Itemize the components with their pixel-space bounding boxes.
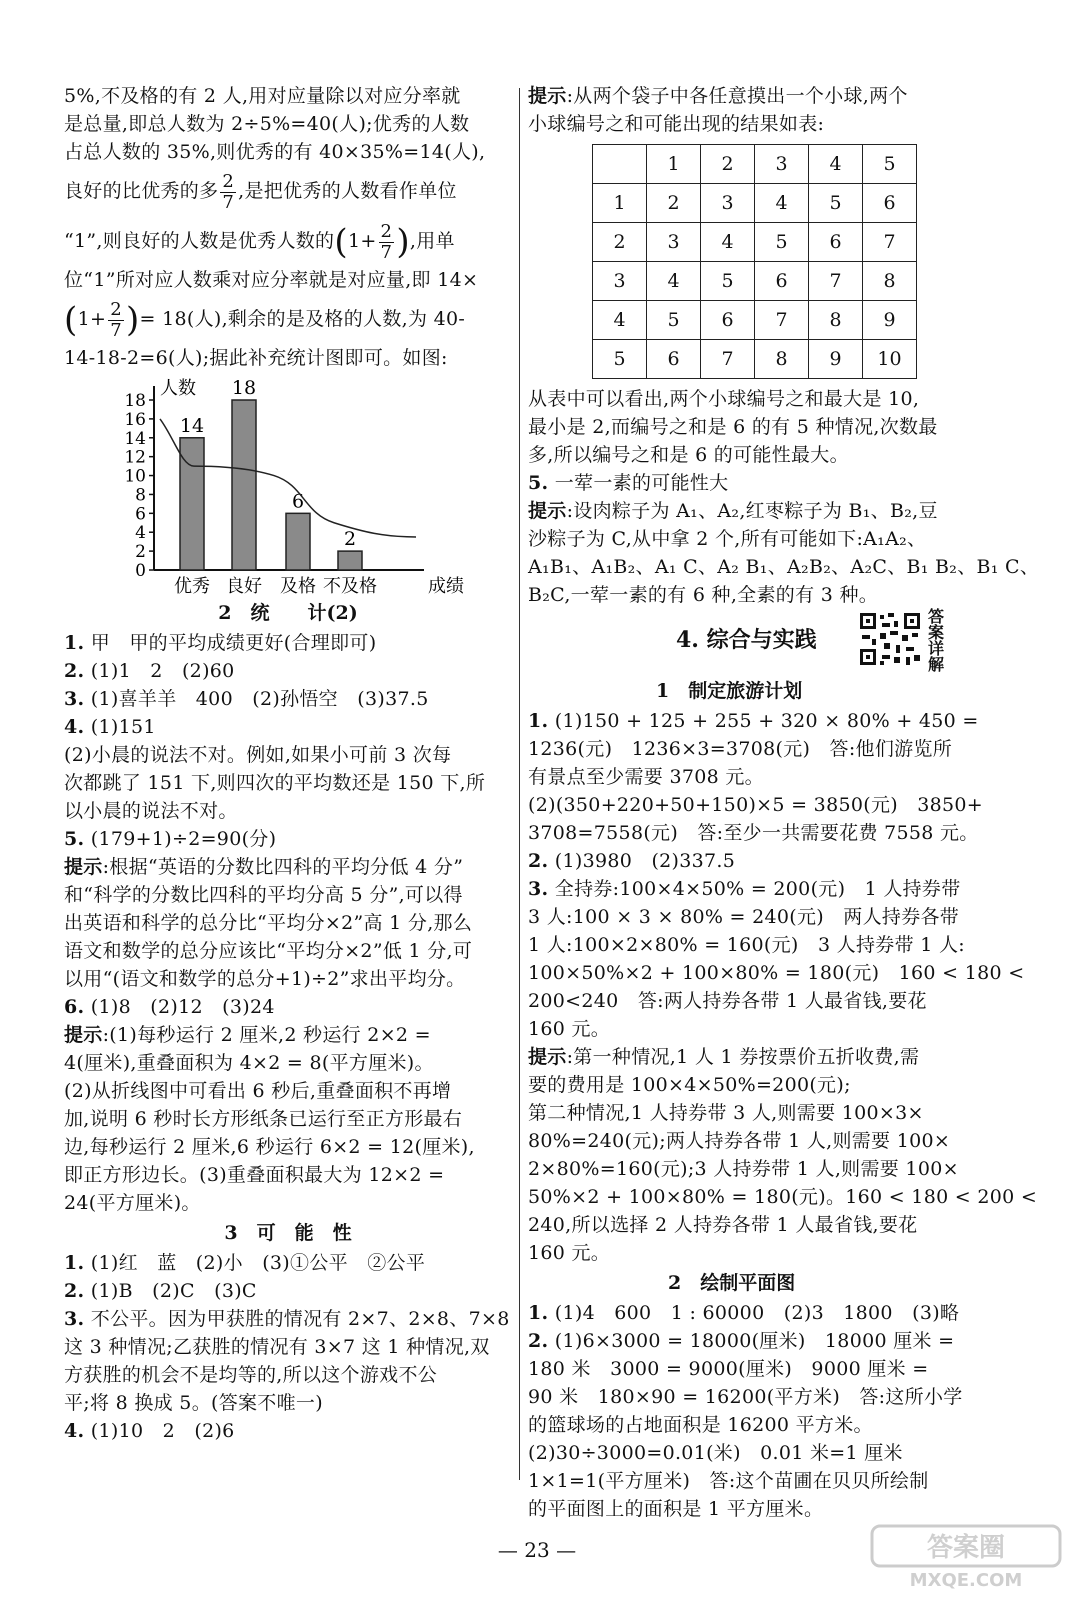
table-row — [593, 262, 917, 301]
table-cell: 7 — [701, 340, 755, 379]
table-row — [593, 145, 917, 184]
answer-line: 次都跳了 151 下,则四次的平均数还是 150 下,所 — [64, 772, 486, 794]
x-tick-label: 优秀 — [174, 576, 210, 597]
table-cell: 3 — [593, 262, 647, 301]
answer-line: 边,每秒运行 2 厘米,6 秒运行 6×2 = 12(厘米), — [64, 1136, 475, 1158]
left-intro-paragraph — [64, 82, 512, 166]
table-cell: 1 — [647, 145, 701, 184]
hint-paragraph — [528, 82, 986, 138]
x-tick-label: 及格 — [280, 576, 316, 597]
answer-line: 200<240 答:两人持券各带 1 人最省钱,要花 — [528, 990, 927, 1012]
table-row — [593, 223, 917, 262]
possibility-answers — [64, 1249, 512, 1445]
answer-line: (2)小晨的说法不对。例如,如果小可前 3 次每 — [64, 744, 452, 766]
table-cell: 8 — [755, 340, 809, 379]
table-cell: 6 — [701, 301, 755, 340]
bar-value-label: 2 — [343, 528, 357, 551]
answer-line: 的平面图上的面积是 1 平方厘米。 — [528, 1498, 824, 1520]
answer-line: 3. 全持券:100×4×50% = 200(元) 1 人持券带 — [528, 878, 961, 900]
fraction: $\frac{2}{7}$ — [110, 298, 122, 341]
table-cell: 3 — [647, 223, 701, 262]
x-tick-label: 不及格 — [323, 576, 377, 597]
bar-chart — [64, 372, 512, 597]
section-title-statistics-2: 2 统 计(2) — [218, 602, 358, 624]
side-char: 解 — [928, 655, 945, 674]
table-cell: 4 — [593, 301, 647, 340]
floor-plan-answers — [528, 1299, 986, 1523]
answer-line: 提示:第一种情况,1 人 1 券按票价五折收费,需 — [528, 1046, 920, 1068]
table-cell: 4 — [701, 223, 755, 262]
answer-line: 1. (1)4 600 1 : 60000 (2)3 1800 (3)略 — [528, 1302, 960, 1324]
table-cell — [593, 145, 647, 184]
y-tick-label: 4 — [135, 523, 146, 544]
y-tick-label: 12 — [124, 447, 146, 468]
subsection-title-travel-plan: 1 制定旅游计划 — [656, 680, 803, 702]
answer-line: 1236(元) 1236×3=3708(元) 答:他们游览所 — [528, 738, 953, 760]
answer-line: 1. (1)150 + 125 + 255 + 320 × 80% + 450 = — [528, 710, 979, 732]
column-divider — [519, 88, 520, 1480]
y-tick-label: 10 — [124, 466, 146, 487]
answer-line: 平;将 8 换成 5。(答案不唯一) — [64, 1392, 323, 1414]
answer-line: 提示:(1)每秒运行 2 厘米,2 秒运行 2×2 = — [64, 1024, 431, 1046]
bar-value-label: 6 — [291, 490, 305, 513]
answer-line: 90 米 180×90 = 16200(平方米) 答:这所小学 — [528, 1386, 963, 1408]
answer-line: 2. (1)1 2 (2)60 — [64, 660, 235, 682]
table-cell: 6 — [755, 262, 809, 301]
table-cell: 5 — [863, 145, 917, 184]
bar-value-label: 18 — [231, 377, 257, 399]
table-cell: 7 — [809, 262, 863, 301]
text-line: 最小是 2,而编号之和是 6 的有 5 种情况,次数最 — [528, 416, 938, 438]
answer-line: 5. (179+1)÷2=90(分) — [64, 828, 277, 850]
table-cell: 5 — [701, 262, 755, 301]
answer-line: 以小晨的说法不对。 — [64, 800, 238, 822]
answer-line: 1 人:100×2×80% = 160(元) 3 人持券带 1 人: — [528, 934, 965, 956]
answer-line: 2. (1)3980 (2)337.5 — [528, 850, 736, 872]
answer-line: 出英语和科学的总分比“平均分×2”高 1 分,那么 — [64, 912, 473, 934]
answer-line: 4(厘米),重叠面积为 4×2 = 8(平方厘米)。 — [64, 1052, 434, 1074]
y-tick-label: 14 — [124, 428, 146, 449]
table-explanation — [528, 385, 1040, 609]
text-line: 提示:设肉粽子为 A₁、A₂,红枣粽子为 B₁、B₂,豆 — [528, 500, 938, 522]
table-cell: 8 — [863, 262, 917, 301]
answer-line: 160 元。 — [528, 1018, 611, 1040]
page-number: — 23 — — [497, 1538, 577, 1562]
bar-0 — [180, 438, 204, 570]
answer-line: 语文和数学的总分应该比“平均分×2”低 1 分,可 — [64, 940, 473, 962]
answer-line: 100×50%×2 + 100×80% = 180(元) 160 < 180 < — [528, 962, 1025, 984]
side-char: 案 — [928, 623, 945, 642]
answer-line: 2. (1)6×3000 = 18000(厘米) 18000 厘米 = — [528, 1330, 955, 1352]
table-cell: 2 — [701, 145, 755, 184]
text-line: 从表中可以看出,两个小球编号之和最大是 10, — [528, 388, 920, 410]
answer-line: 以用“(语文和数学的总分+1)÷2”求出平均分。 — [64, 968, 466, 990]
answer-line: 4. (1)10 2 (2)6 — [64, 1420, 235, 1442]
table-row — [593, 301, 917, 340]
answer-line: (2)从折线图中可看出 6 秒后,重叠面积不再增 — [64, 1080, 452, 1102]
answer-line: 4. (1)151 — [64, 716, 156, 738]
table-cell: 5 — [593, 340, 647, 379]
table-row — [593, 340, 917, 379]
table-row — [593, 184, 917, 223]
sum-table — [592, 144, 917, 379]
text-line: 提示:从两个袋子中各任意摸出一个小球,两个 — [528, 85, 908, 107]
table-cell: 2 — [593, 223, 647, 262]
answer-line: 第二种情况,1 人持券带 3 人,则需要 100×3× — [528, 1102, 924, 1124]
table-cell: 1 — [593, 184, 647, 223]
answer-line: 要的费用是 100×4×50%=200(元); — [528, 1074, 851, 1096]
fraction: $\frac{2}{7}$ — [222, 170, 235, 213]
practice-answers — [528, 707, 1038, 1267]
table-cell: 9 — [863, 301, 917, 340]
text-line: 14-18-2=6(人);据此补充统计图即可。如图: — [64, 347, 448, 369]
answer-line: (2)(350+220+50+150)×5 = 3850(元) 3850+ — [528, 794, 984, 816]
table-cell: 4 — [647, 262, 701, 301]
fraction: $\frac{2}{7}$ — [380, 220, 393, 263]
answer-line: 80%=240(元);两人持券各带 1 人,则需要 100× — [528, 1130, 951, 1152]
answer-line: 1×1=1(平方厘米) 答:这个苗圃在贝贝所绘制 — [528, 1470, 929, 1492]
answer-line: 和“科学的分数比四科的平均分高 5 分”,可以得 — [64, 884, 463, 906]
text-line: 良好的比优秀的多 $\frac{2}{7}$ ,是把优秀的人数看作单位 — [64, 170, 457, 213]
statistics-2-answers — [64, 629, 512, 1217]
table-cell: 7 — [863, 223, 917, 262]
watermark-logo — [868, 1520, 1064, 1592]
right-column — [528, 82, 1040, 1523]
x-tick-label: 良好 — [226, 576, 262, 597]
bar-1 — [232, 400, 256, 570]
section-header-practice — [528, 609, 986, 675]
y-tick-label: 16 — [124, 409, 146, 430]
text-line: 占总人数的 35%,则优秀的有 40×35%=14(人), — [64, 141, 486, 163]
subsection-title-floor-plan: 2 绘制平面图 — [668, 1272, 796, 1294]
side-char: 详 — [928, 639, 945, 658]
answer-line: 180 米 3000 = 9000(厘米) 9000 厘米 = — [528, 1358, 929, 1380]
left-column — [64, 82, 512, 1445]
answer-line: 50%×2 + 100×80% = 180(元)。160 < 180 < 200 < — [528, 1186, 1038, 1208]
text-line: 是总量,即总人数为 2÷5%=40(人);优秀的人数 — [64, 113, 470, 135]
table-cell: 5 — [809, 184, 863, 223]
bar-2 — [286, 513, 310, 570]
answer-line: 3708=7558(元) 答:至少一共需要花费 7558 元。 — [528, 822, 979, 844]
answer-line: 240,所以选择 2 人持券各带 1 人最省钱,要花 — [528, 1214, 918, 1236]
svg-text:答案圈: 答案圈 — [926, 1533, 1006, 1563]
answer-line: 1. 甲 甲的平均成绩更好(合理即可) — [64, 632, 377, 654]
answer-line: 有景点至少需要 3708 元。 — [528, 766, 764, 788]
y-tick-label: 2 — [135, 542, 146, 563]
table-cell: 6 — [863, 184, 917, 223]
answer-line: 3. (1)喜羊羊 400 (2)孙悟空 (3)37.5 — [64, 688, 429, 710]
text-line: 5. 一荤一素的可能性大 — [528, 472, 729, 494]
text-line: “1”,则良好的人数是优秀人数的(1+ $\frac{2}{7}$ ),用单 — [64, 220, 455, 263]
answer-line: 2. (1)B (2)C (3)C — [64, 1280, 257, 1302]
table-cell: 6 — [647, 340, 701, 379]
bar-3 — [338, 551, 362, 570]
table-cell: 4 — [809, 145, 863, 184]
answer-line: 24(平方厘米)。 — [64, 1192, 201, 1214]
answer-line: 2×80%=160(元);3 人持券带 1 人,则需要 100× — [528, 1158, 959, 1180]
y-tick-label: 0 — [135, 561, 146, 581]
y-axis-label: 人数 — [160, 378, 196, 399]
answer-line: 1. (1)红 蓝 (2)小 (3)①公平 ②公平 — [64, 1252, 426, 1274]
answer-line: 6. (1)8 (2)12 (3)24 — [64, 996, 275, 1018]
text-line: (1+ $\frac{2}{7}$ )= 18(人),剩余的是及格的人数,为 40- — [64, 298, 466, 341]
x-axis-label: 成绩 — [428, 576, 464, 597]
text-line: A₁B₁、A₁B₂、A₁ C、A₂ B₁、A₂B₂、A₂C、B₁ B₂、B₁ C、 — [528, 556, 1040, 578]
answer-line: 提示:根据“英语的分数比四科的平均分低 4 分” — [64, 856, 464, 878]
answer-line: 方获胜的机会不是均等的,所以这个游戏不公 — [64, 1364, 438, 1386]
table-cell: 3 — [755, 145, 809, 184]
table-cell: 2 — [647, 184, 701, 223]
answer-line: 这 3 种情况;乙获胜的情况有 3×7 这 1 种情况,双 — [64, 1336, 490, 1358]
qr-code — [858, 611, 922, 667]
section-title-possibility: 3 可 能 性 — [224, 1222, 352, 1244]
answer-line: 的篮球场的占地面积是 16200 平方米。 — [528, 1414, 873, 1436]
svg-text:MXQE.COM: MXQE.COM — [909, 1570, 1023, 1591]
table-cell: 4 — [755, 184, 809, 223]
table-cell: 7 — [755, 301, 809, 340]
y-tick-label: 18 — [124, 391, 146, 411]
text-line: 位“1”所对应人数乘对应分率就是对应量,即 14× — [64, 269, 479, 291]
bar-value-label: 14 — [179, 414, 205, 437]
table-cell: 10 — [863, 340, 917, 379]
table-cell: 5 — [647, 301, 701, 340]
answer-line: 加,说明 6 秒时长方形纸条已运行至正方形最右 — [64, 1108, 463, 1130]
y-tick-label: 6 — [135, 504, 146, 525]
text-line: 5%,不及格的有 2 人,用对应量除以对应分率就 — [64, 85, 461, 107]
table-cell: 5 — [755, 223, 809, 262]
answer-line: (2)30÷3000=0.01(米) 0.01 米=1 厘米 — [528, 1442, 903, 1464]
table-cell: 3 — [701, 184, 755, 223]
side-char: 答 — [928, 607, 945, 626]
side-label — [928, 609, 944, 673]
answer-line: 3 人:100 × 3 × 80% = 240(元) 两人持券各带 — [528, 906, 960, 928]
answer-line: 160 元。 — [528, 1242, 611, 1264]
y-tick-label: 8 — [135, 485, 146, 506]
table-cell: 8 — [809, 301, 863, 340]
text-line: 小球编号之和可能出现的结果如表: — [528, 113, 825, 135]
table-cell: 6 — [809, 223, 863, 262]
text-line: B₂C,一荤一素的有 6 种,全素的有 3 种。 — [528, 584, 879, 606]
text-line: 沙粽子为 C,从中拿 2 个,所有可能如下:A₁A₂、 — [528, 528, 927, 550]
text-line: 多,所以编号之和是 6 的可能性最大。 — [528, 444, 849, 466]
section-title-practice: 4. 综合与实践 — [676, 627, 817, 653]
answer-line: 3. 不公平。因为甲获胜的情况有 2×7、2×8、7×8 — [64, 1308, 510, 1330]
answer-line: 即正方形边长。(3)重叠面积最大为 12×2 = — [64, 1164, 445, 1186]
table-cell: 9 — [809, 340, 863, 379]
